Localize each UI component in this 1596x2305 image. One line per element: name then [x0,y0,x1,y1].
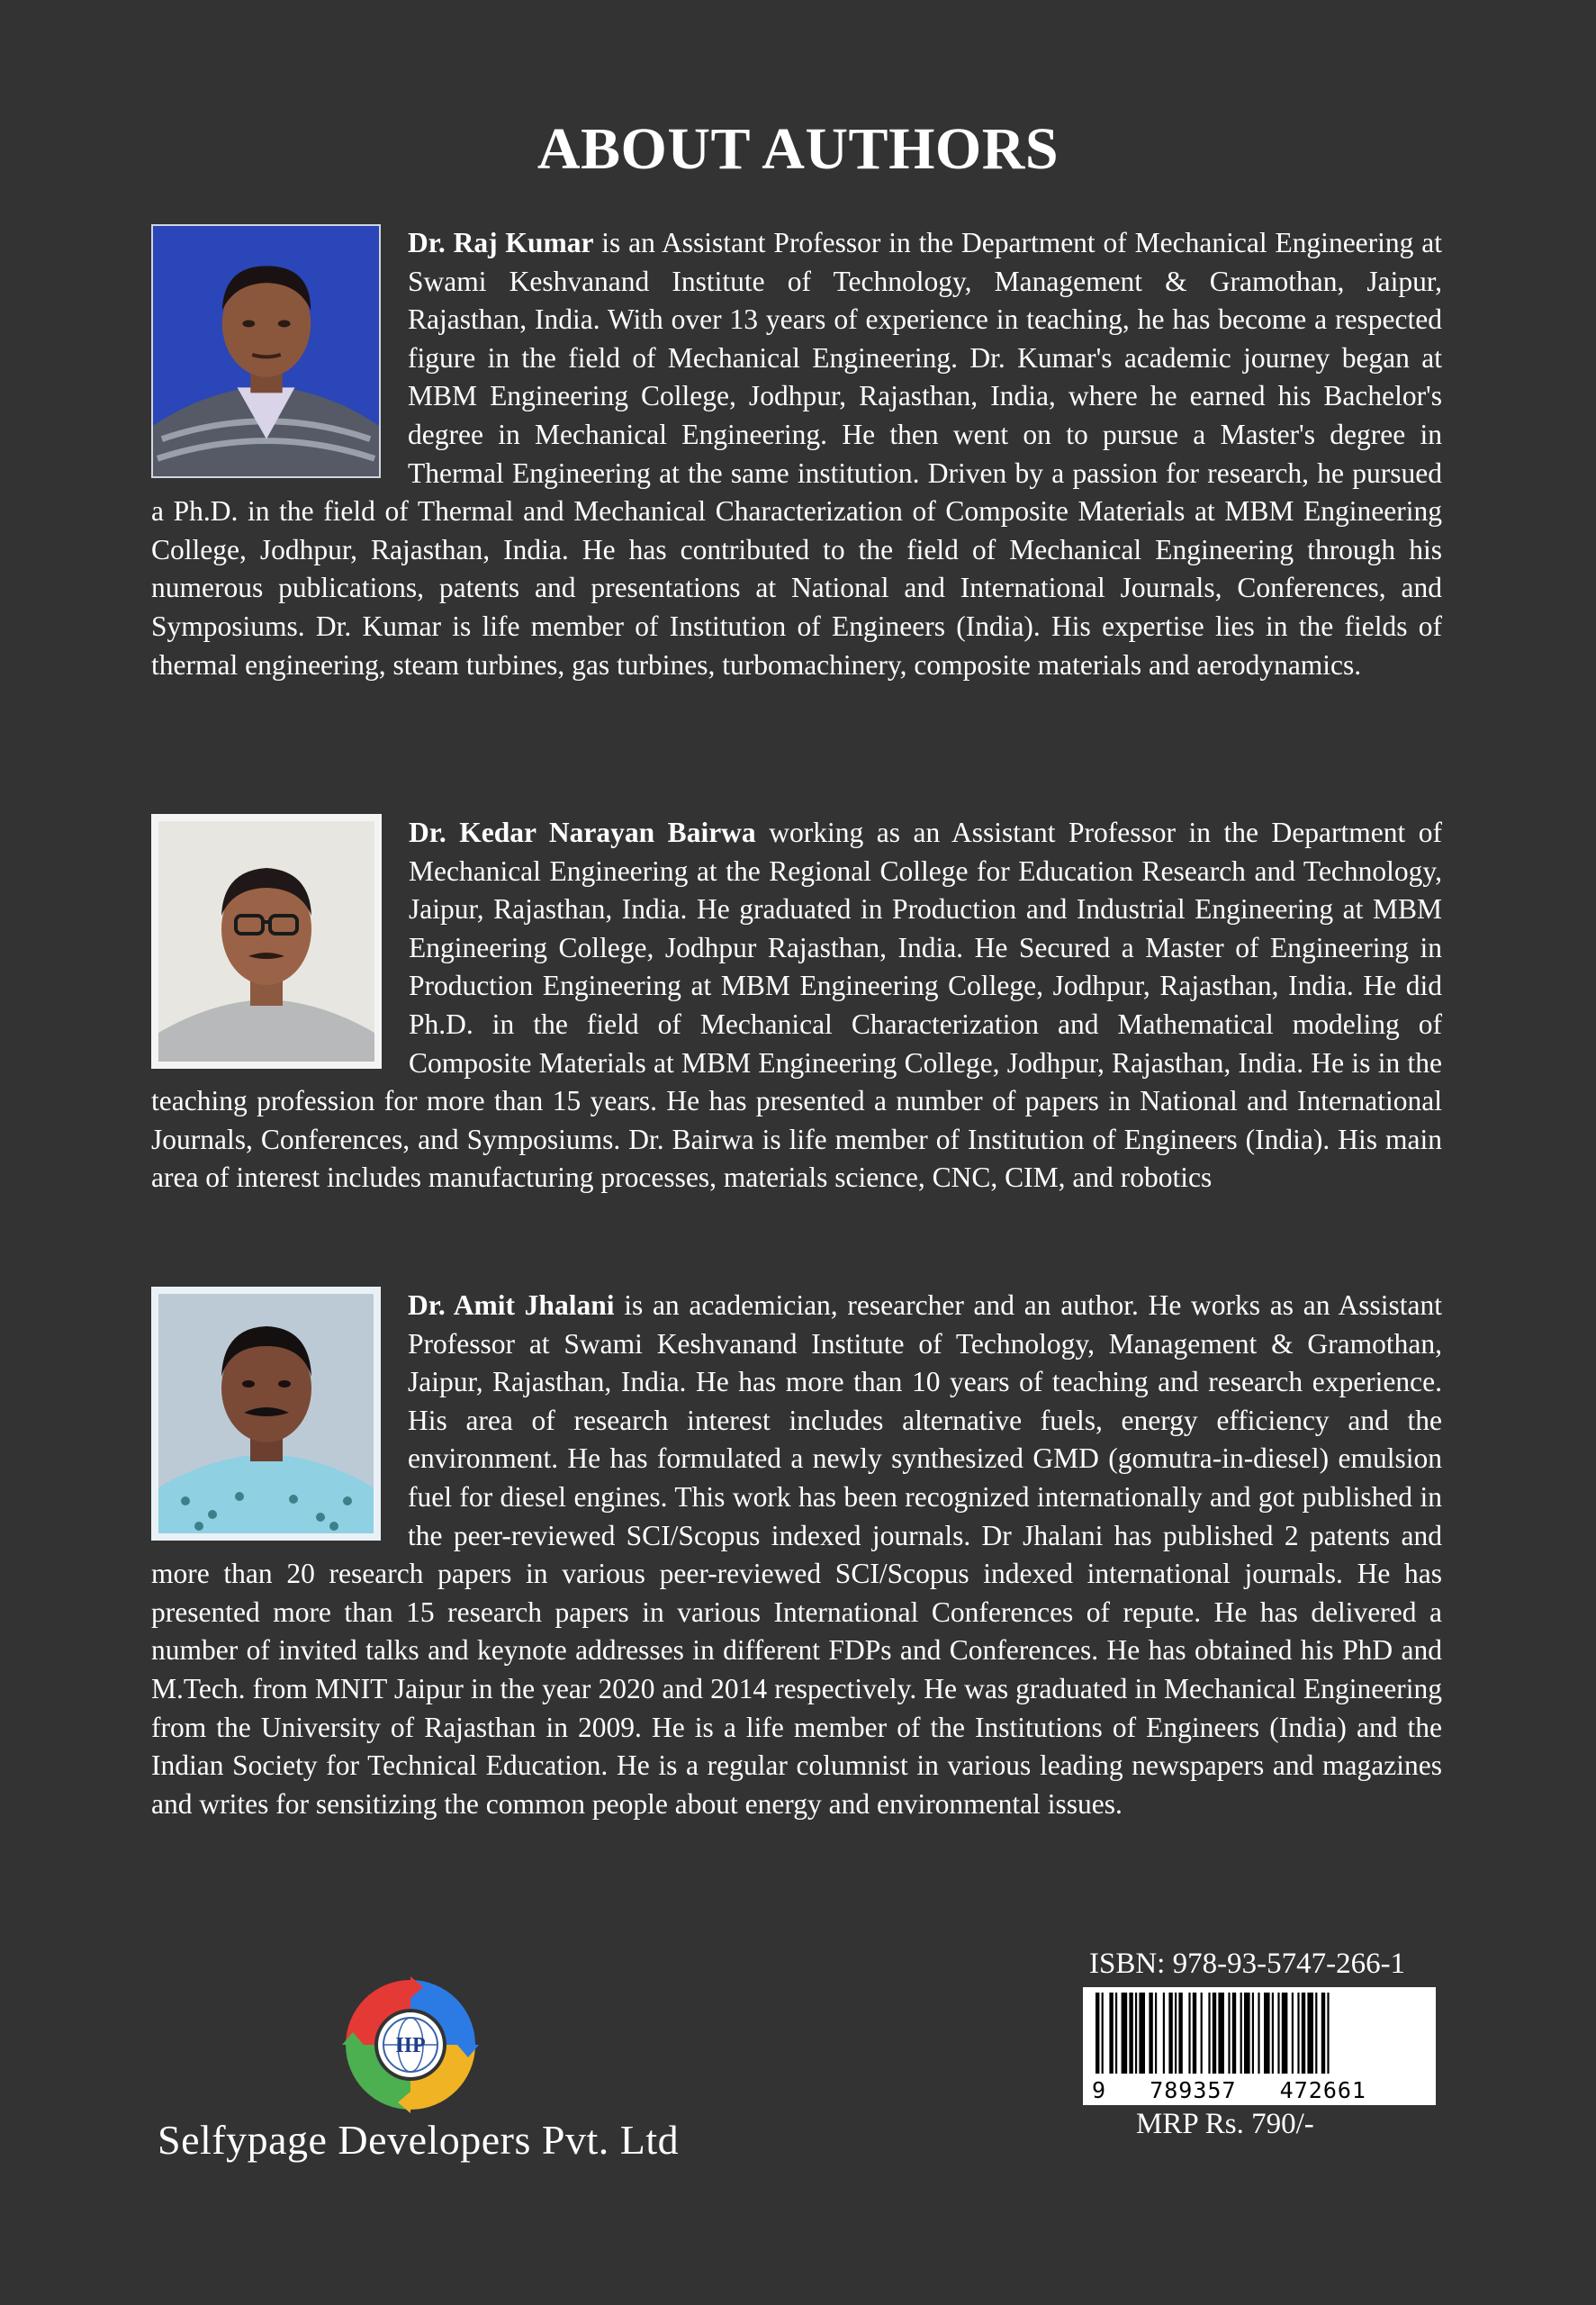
barcode-bar [1109,1993,1113,2074]
barcode-bar [1258,1993,1259,2074]
author-photo [151,224,381,478]
author-photo [151,814,382,1069]
author-bio: is an academician, researcher and an author. He works as an Assistant Professor at Swami Keshvanand Institute of Technology, Management & Gramothan, Jaipur, Rajasthan, India. He has more than 10 years of teaching and research experience. His area of research interest includes alternative fuels, energy efficiency and the environment. He has formulated a newly synthesized GMD (gomutra-in-diesel) emulsion fuel for diesel engines. This work has been recognized internationally and got published in the peer-reviewed SCI/Scopus indexed journals. Dr Jhalani has published 2 patents and more than 20 research papers in various peer-reviewed SCI/Scopus indexed international journals. He has presented more than 15 research papers in various International Conferences of repute. He has delivered a number of invited talks and keynote addresses in different FDPs and Conferences. He has obtained his PhD and M.Tech. from MNIT Jaipur in the year 2020 and 2014 respectively. He was graduated in Mechanical Engineering from the University of Rajasthan in 2009. He is a life member of the Institutions of Engineers (India) and the Indian Society for Technical Education. He is a regular columnist in various leading newspapers and magazines and writes for sensitizing the common people about energy and environmental issues. [151,1289,1442,1820]
author-bio: is an Assistant Professor in the Department of Mechanical Engineering at Swami Keshvanand Institute of Technology, Management & Gramothan, Jaipur, Rajasthan, India. With over 13 years of experience in teaching, he has become a respected figure in the field of Mechanical Engineering. Dr. Kumar's academic journey began at MBM Engineering College, Jodhpur, Rajasthan, India, where he earned his Bachelor's degree in Mechanical Engineering. He then went on to pursue a Master's degree in Thermal Engineering at the same institution. Driven by a passion for research, he pursued a Ph.D. in the field of Thermal and Mechanical Characterization of Composite Materials at MBM Engineering College, Jodhpur, Rajasthan, India. He has contributed to the field of Mechanical Engineering through his numerous publications, patents and presentations at National and International Journals, Conferences, and Symposiums. Dr. Kumar is life member of Institution of Engineers (India). His expertise lies in the fields of thermal engineering, steam turbines, gas turbines, turbomachinery, composite materials and aerodynamics. [151,227,1442,681]
barcode-digits: 9 789357 472661 [1092,2077,1366,2103]
publisher-logo-icon [340,1975,481,2115]
publisher-name: Selfypage Developers Pvt. Ltd [158,2117,680,2163]
barcode-bar [1168,1993,1172,2074]
logo-initials: IIP [395,2034,426,2057]
barcode-bar [1193,1993,1196,2074]
author-name: Dr. Raj Kumar [408,227,594,258]
author-bio: working as an Assistant Professor in the Department of Mechanical Engineering at the Regional College for Education Research and Technology, Jaipur, Rajasthan, India. He graduated in Production and Industrial Engineering at MBM Engineering College, Jodhpur Rajasthan, India. He Secured a Master of Engineering in Production Engineering at MBM Engineering College, Jodhpur, Rajasthan, India. He did Ph.D. in the field of Mechanical Characterization and Mathematical modeling of Composite Materials at MBM Engineering College, Jodhpur, Rajasthan, India. He is in the teaching profession for more than 15 years. He has presented a number of papers in National and International Journals, Conferences, and Symposiums. Dr. Bairwa is life member of Institution of Engineers (India). His main area of interest includes manufacturing processes, materials science, CNC, CIM, and robotics [151,817,1442,1194]
barcode-bar [1139,1993,1145,2074]
barcode-bar [1252,1993,1254,2074]
barcode-bar [1292,1993,1294,2074]
barcode-bar [1188,1993,1190,2074]
barcode-bar [1213,1993,1216,2074]
barcode-bar [1208,1993,1210,2074]
barcode-bar [1272,1993,1274,2074]
barcode-bar [1264,1993,1270,2074]
author-bio-amit-jhalani [151,1287,1442,1823]
author-name: Dr. Kedar Narayan Bairwa [409,817,756,848]
barcode-bar [1201,1993,1203,2074]
barcode-bar [1240,1993,1242,2074]
price-label: MRP Rs. 790/- [1136,2108,1314,2140]
page-title: ABOUT AUTHORS [537,116,1059,182]
barcode-bar [1302,1993,1305,2074]
barcode-bars [1083,1987,1436,2077]
barcode-bar [1297,1993,1299,2074]
barcode-bar [1307,1993,1313,2074]
barcode-bar [1244,1993,1250,2074]
author-bio-raj-kumar [151,224,1442,684]
author-bio-kedar-narayan-bairwa [151,814,1442,1198]
barcode-bar [1149,1993,1152,2074]
isbn-label: ISBN: 978-93-5747-266-1 [1089,1948,1406,1980]
barcode-bar [1096,1993,1099,2074]
barcode-bar [1155,1993,1157,2074]
author-photo [151,1287,381,1541]
barcode-bar [1175,1993,1177,2074]
barcode-bar [1102,1993,1104,2074]
barcode-bar [1178,1993,1182,2074]
barcode-bar [1163,1993,1165,2074]
barcode-bar [1115,1993,1117,2074]
barcode-bar [1277,1993,1279,2074]
author-name: Dr. Amit Jhalani [408,1289,615,1321]
barcode-bar [1315,1993,1317,2074]
barcode-bar [1232,1993,1236,2074]
barcode-bar [1129,1993,1132,2074]
barcode-bar [1135,1993,1137,2074]
barcode-bar [1321,1993,1325,2074]
barcode-bar [1218,1993,1224,2074]
barcode-bar [1282,1993,1288,2074]
barcode-bar [1327,1993,1329,2074]
barcode-bar [1122,1993,1128,2074]
barcode-bar [1228,1993,1230,2074]
isbn-barcode [1083,1987,1436,2105]
